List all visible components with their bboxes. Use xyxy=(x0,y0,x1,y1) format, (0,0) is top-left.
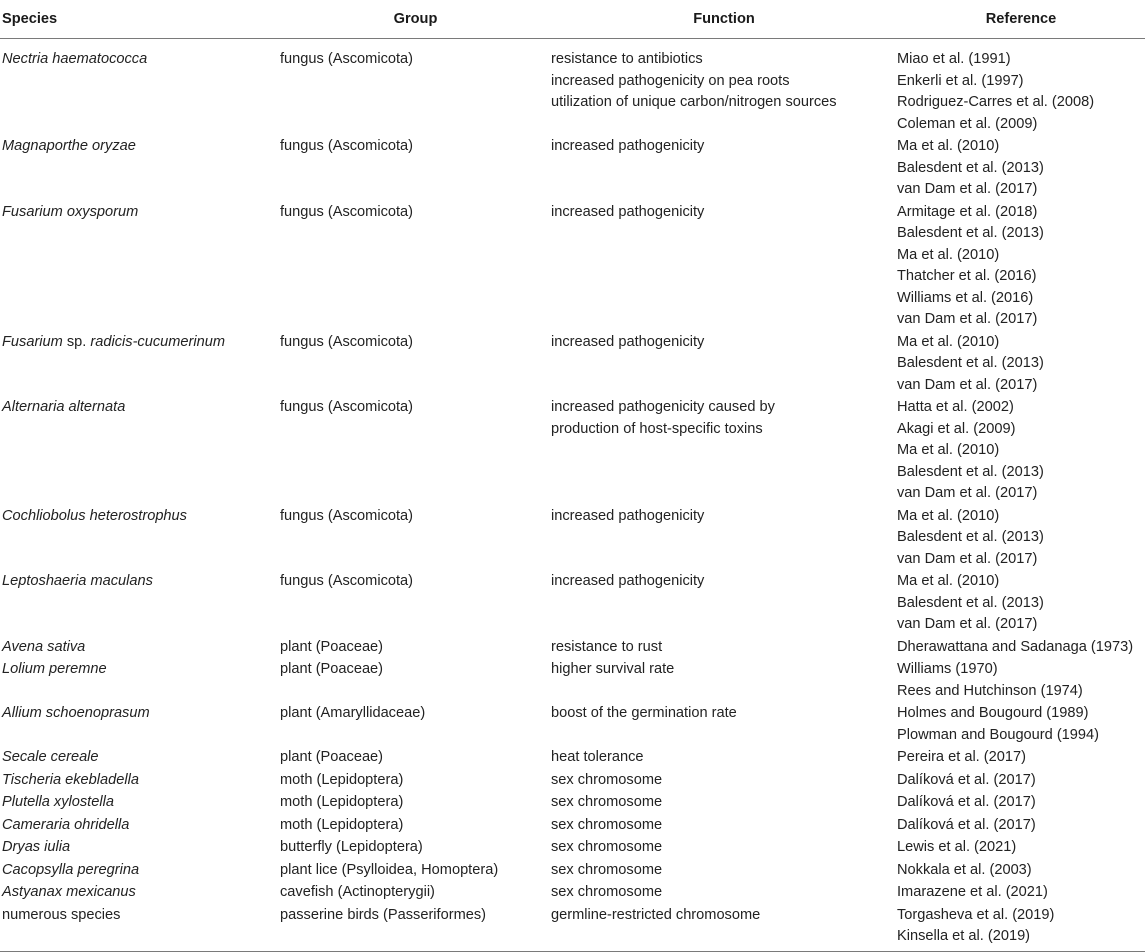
group-cell: plant (Poaceae) xyxy=(280,638,384,655)
reference-line: Balesdent et al. (2013) xyxy=(897,225,1044,241)
species-cell: Alternaria alternata xyxy=(2,399,126,415)
function-line: sex chromosome xyxy=(551,771,663,788)
table-row xyxy=(0,836,1145,859)
function-line: increased pathogenicity xyxy=(551,138,705,154)
function-line: utilization of unique carbon/nitrogen sources xyxy=(551,94,837,110)
table-row xyxy=(0,658,1145,702)
species-cell: Dryas iulia xyxy=(2,839,71,855)
function-cell xyxy=(551,505,897,571)
species-cell: Tischeria ekebladella xyxy=(2,771,139,788)
table-row xyxy=(0,859,1145,882)
function-line: sex chromosome xyxy=(551,794,663,810)
table-row xyxy=(0,39,1145,136)
header-function: Function xyxy=(551,0,897,39)
function-line: increased pathogenicity xyxy=(551,333,705,350)
reference-cell xyxy=(897,135,1145,201)
reference-cell xyxy=(897,570,1145,636)
reference-cell xyxy=(897,859,1145,882)
reference-line: Coleman et al. (2009) xyxy=(897,115,1038,132)
reference-line: Dherawattana and Sadanaga (1973) xyxy=(897,638,1134,655)
reference-line: Holmes and Bougourd (1989) xyxy=(897,705,1089,721)
species-cell: Fusarium oxysporum xyxy=(2,203,139,220)
reference-line: Imarazene et al. (2021) xyxy=(897,884,1048,900)
header-species: Species xyxy=(0,0,280,39)
reference-line: Balesdent et al. (2013) xyxy=(897,463,1044,480)
function-cell xyxy=(551,570,897,636)
species-cell: Cacopsylla peregrina xyxy=(2,861,140,878)
reference-line: van Dam et al. (2017) xyxy=(897,485,1038,501)
table-row xyxy=(0,769,1145,792)
reference-line: Akagi et al. (2009) xyxy=(897,420,1016,437)
species-cell: Cameraria ohridella xyxy=(2,816,130,833)
reference-line: Ma et al. (2010) xyxy=(897,507,1000,524)
reference-line: Balesdent et al. (2013) xyxy=(897,159,1044,176)
reference-line: Thatcher et al. (2016) xyxy=(897,268,1037,284)
reference-line: Ma et al. (2010) xyxy=(897,138,1000,154)
group-cell: cavefish (Actinopterygii) xyxy=(280,884,435,900)
reference-line: van Dam et al. (2017) xyxy=(897,616,1038,632)
function-line: heat tolerance xyxy=(551,749,644,765)
header-row xyxy=(0,0,1145,39)
reference-line: Ma et al. (2010) xyxy=(897,442,1000,458)
function-line: sex chromosome xyxy=(551,816,663,833)
function-cell xyxy=(551,201,897,331)
species-text: numerous species xyxy=(2,906,121,923)
group-cell: fungus (Ascomicota) xyxy=(280,51,414,67)
reference-line: Hatta et al. (2002) xyxy=(897,399,1014,415)
group-cell: fungus (Ascomicota) xyxy=(280,399,414,415)
reference-line: Rees and Hutchinson (1974) xyxy=(897,682,1083,699)
reference-line: van Dam et al. (2017) xyxy=(897,550,1038,567)
reference-line: Nokkala et al. (2003) xyxy=(897,861,1032,878)
species-cell: Plutella xylostella xyxy=(2,794,114,810)
group-cell: fungus (Ascomicota) xyxy=(280,507,414,524)
reference-cell xyxy=(897,702,1145,746)
species-cell: Secale cereale xyxy=(2,749,99,765)
reference-cell xyxy=(897,658,1145,702)
function-line: sex chromosome xyxy=(551,861,663,878)
reference-line: Balesdent et al. (2013) xyxy=(897,529,1044,545)
function-cell xyxy=(551,746,897,769)
table-row xyxy=(0,746,1145,769)
header-group: Group xyxy=(280,0,551,39)
group-cell: plant (Poaceae) xyxy=(280,749,384,765)
group-cell: fungus (Ascomicota) xyxy=(280,333,414,350)
reference-cell xyxy=(897,746,1145,769)
group-cell: fungus (Ascomicota) xyxy=(280,138,414,154)
species-abbrev: sp. xyxy=(62,333,91,350)
function-cell xyxy=(551,769,897,792)
reference-line: Enkerli et al. (1997) xyxy=(897,72,1024,89)
reference-line: Williams et al. (2016) xyxy=(897,289,1034,306)
function-cell xyxy=(551,859,897,882)
reference-cell xyxy=(897,39,1145,136)
species-cell: Lolium peremne xyxy=(2,661,107,677)
function-line: sex chromosome xyxy=(551,884,663,900)
reference-line: Dalíková et al. (2017) xyxy=(897,816,1036,833)
table-row xyxy=(0,702,1145,746)
table-row xyxy=(0,814,1145,837)
group-cell: plant lice (Psylloidea, Homoptera) xyxy=(280,861,499,878)
reference-line: Ma et al. (2010) xyxy=(897,573,1000,589)
species-cell: Cochliobolus heterostrophus xyxy=(2,507,187,524)
reference-line: Miao et al. (1991) xyxy=(897,51,1011,67)
table-row xyxy=(0,135,1145,201)
group-cell: butterfly (Lepidoptera) xyxy=(280,839,423,855)
species-cell: Leptoshaeria maculans xyxy=(2,573,153,589)
function-cell xyxy=(551,702,897,746)
reference-line: Ma et al. (2010) xyxy=(897,333,1000,350)
reference-line: Dalíková et al. (2017) xyxy=(897,771,1036,788)
function-line: higher survival rate xyxy=(551,661,675,677)
group-cell: moth (Lepidoptera) xyxy=(280,816,404,833)
function-cell xyxy=(551,636,897,659)
function-cell xyxy=(551,135,897,201)
function-cell xyxy=(551,331,897,397)
reference-cell xyxy=(897,769,1145,792)
reference-line: van Dam et al. (2017) xyxy=(897,311,1038,327)
table-row xyxy=(0,904,1145,952)
species-cell xyxy=(0,331,280,397)
reference-line: Ma et al. (2010) xyxy=(897,246,1000,263)
reference-line: Balesdent et al. (2013) xyxy=(897,594,1044,611)
reference-line: van Dam et al. (2017) xyxy=(897,376,1038,393)
table-row xyxy=(0,331,1145,397)
function-cell xyxy=(551,814,897,837)
table-row xyxy=(0,881,1145,904)
reference-line: Pereira et al. (2017) xyxy=(897,749,1026,765)
function-line: increased pathogenicity xyxy=(551,507,705,524)
reference-cell xyxy=(897,201,1145,331)
reference-cell xyxy=(897,331,1145,397)
function-line: increased pathogenicity xyxy=(551,203,705,220)
function-cell xyxy=(551,658,897,702)
group-cell: plant (Poaceae) xyxy=(280,661,384,677)
reference-line: Kinsella et al. (2019) xyxy=(897,928,1031,944)
function-line: germline-restricted chromosome xyxy=(551,906,761,923)
function-cell xyxy=(551,836,897,859)
function-line: resistance to antibiotics xyxy=(551,51,703,67)
species-cell xyxy=(0,904,280,952)
species-cell: Avena sativa xyxy=(2,638,86,655)
reference-line: Balesdent et al. (2013) xyxy=(897,355,1044,371)
header-reference: Reference xyxy=(897,0,1145,39)
reference-line: Lewis et al. (2021) xyxy=(897,839,1017,855)
reference-cell xyxy=(897,814,1145,837)
function-cell xyxy=(551,881,897,904)
reference-line: Dalíková et al. (2017) xyxy=(897,794,1036,810)
species-genus: Fusarium xyxy=(2,333,63,350)
table-row xyxy=(0,396,1145,505)
function-line: increased pathogenicity caused by xyxy=(551,399,775,415)
reference-cell xyxy=(897,396,1145,505)
table-row xyxy=(0,201,1145,331)
function-cell xyxy=(551,904,897,952)
reference-line: Torgasheva et al. (2019) xyxy=(897,906,1055,923)
species-cell: Astyanax mexicanus xyxy=(2,884,136,900)
function-cell xyxy=(551,791,897,814)
function-line: production of host-specific toxins xyxy=(551,420,763,437)
group-cell: plant (Amaryllidaceae) xyxy=(280,705,426,721)
function-cell xyxy=(551,396,897,505)
group-cell: moth (Lepidoptera) xyxy=(280,771,404,788)
function-line: increased pathogenicity xyxy=(551,573,705,589)
reference-line: Williams (1970) xyxy=(897,661,998,677)
reference-cell xyxy=(897,836,1145,859)
function-line: sex chromosome xyxy=(551,839,663,855)
table-row xyxy=(0,791,1145,814)
function-cell xyxy=(551,39,897,136)
group-cell: moth (Lepidoptera) xyxy=(280,794,404,810)
reference-line: van Dam et al. (2017) xyxy=(897,181,1038,197)
function-line: boost of the germination rate xyxy=(551,705,737,721)
species-epithet: radicis-cucumerinum xyxy=(90,333,226,350)
table-row xyxy=(0,636,1145,659)
species-cell: Allium schoenoprasum xyxy=(2,705,150,721)
reference-cell xyxy=(897,904,1145,952)
group-cell: fungus (Ascomicota) xyxy=(280,573,414,589)
table-row xyxy=(0,505,1145,571)
table-row xyxy=(0,570,1145,636)
group-cell: passerine birds (Passeriformes) xyxy=(280,904,551,952)
species-cell: Nectria haematococca xyxy=(2,51,148,67)
reference-cell xyxy=(897,881,1145,904)
reference-line: Rodriguez-Carres et al. (2008) xyxy=(897,94,1095,110)
reference-line: Plowman and Bougourd (1994) xyxy=(897,726,1100,743)
reference-cell xyxy=(897,791,1145,814)
function-line: increased pathogenicity on pea roots xyxy=(551,72,790,89)
group-cell: fungus (Ascomicota) xyxy=(280,203,414,220)
reference-line: Armitage et al. (2018) xyxy=(897,203,1038,220)
reference-cell xyxy=(897,505,1145,571)
species-cell: Magnaporthe oryzae xyxy=(2,138,136,154)
reference-cell xyxy=(897,636,1145,659)
function-line: resistance to rust xyxy=(551,638,663,655)
